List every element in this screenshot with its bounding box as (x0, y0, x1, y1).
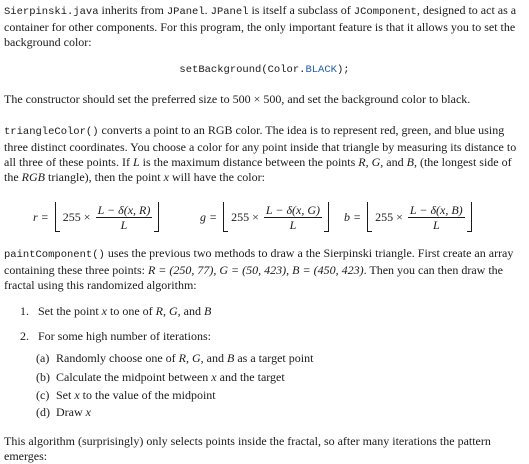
sub-list-item: (d) Draw x (36, 405, 91, 419)
list-item: 1. Set the point x to one of R, G, and B (20, 304, 212, 318)
color-formulas (0, 197, 529, 237)
sub-list-item: (a) Randomly choose one of R, G, and B as a target point (36, 351, 314, 365)
paint-paragraph: paintComponent() uses the previous two methods to draw a the Sierpinski triangle. First create an array containing these three points: R = (250, 77), G = (50, 423), B = (450, 423). Then you can then draw the fractal using this randomized algorithm: (4, 246, 514, 292)
floor-right-bracket (154, 202, 159, 232)
closing-paragraph: This algorithm (surprisingly) only selects points inside the fractal, so after many iterations the pattern emerges: (4, 434, 491, 463)
sub-list-item: (b) Calculate the midpoint between x and the target (36, 370, 285, 384)
floor-left-bracket (367, 202, 372, 232)
floor-right-bracket (467, 202, 472, 232)
class-name-code: Sierpinski.java (4, 6, 99, 18)
constructor-paragraph: The constructor should set the preferred size to 500 × 500, and set the background color to black. (4, 92, 471, 106)
intro-paragraph: Sierpinski.java inherits from JPanel. JPanel is itself a subclass of JComponent, designed to act as a container for other components. For this program, the only important feature is that it allows you to set the background color: (4, 3, 517, 49)
code-example: setBackground(Color.BLACK); (179, 64, 350, 76)
floor-right-bracket (324, 202, 329, 232)
sub-list-item: (c) Set x to the value of the midpoint (36, 388, 216, 402)
code-keyword: BLACK (305, 64, 337, 76)
formula-blue: b = 255 × $\frac{L - \delta(x, B)}{L}$ (344, 197, 472, 237)
triangle-color-paragraph: triangleColor() converts a point to an RGB color. The idea is to represent red, green, and blue using three distinct coordinates. You choose a color for any point inside that triangle by measuring its distance to all three of these points. If L is the maximum distance between the points R, G, and B, (the longest side of the RGB triangle), then the point x will have the color: (4, 123, 517, 184)
formula-green: g = 255 × $\frac{L - \delta(x, G)}{L}$ (200, 197, 329, 237)
formula-red: r = 255 × $\frac{L - \delta(x, R)}{L}$ (33, 197, 159, 237)
list-item: 2. For some high number of iterations: (20, 329, 211, 343)
floor-left-bracket (55, 202, 60, 232)
floor-left-bracket (223, 202, 228, 232)
